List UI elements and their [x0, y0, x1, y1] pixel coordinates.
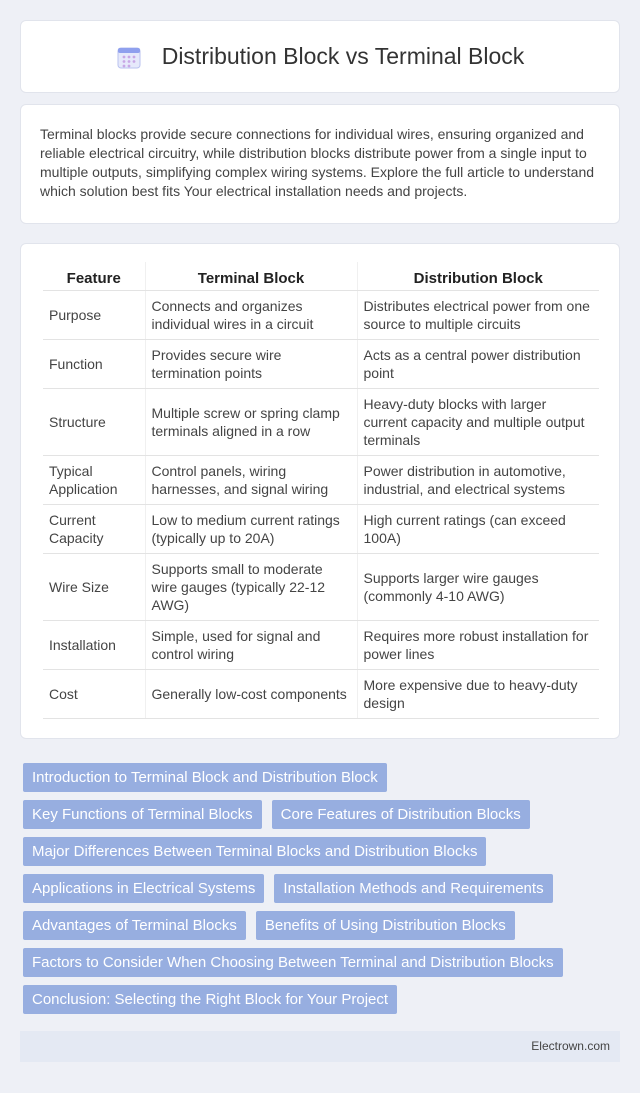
- footer: [20, 1031, 620, 1062]
- topic-row: [23, 763, 623, 800]
- topic-row: [23, 948, 623, 985]
- topic-row: [23, 985, 623, 1022]
- row-distribution: Requires more robust installation for power lines: [357, 620, 599, 669]
- topic-row: [23, 837, 623, 874]
- row-feature: Function: [43, 339, 145, 388]
- row-distribution: Supports larger wire gauges (commonly 4-10 AWG): [357, 553, 599, 620]
- row-distribution: Heavy-duty blocks with larger current capacity and multiple output terminals: [357, 388, 599, 455]
- table-row: [43, 620, 599, 669]
- topic-row: [23, 911, 623, 948]
- topic-link[interactable]: Core Features of Distribution Blocks: [272, 800, 530, 829]
- topic-link[interactable]: Conclusion: Selecting the Right Block for Your Project: [23, 985, 397, 1014]
- row-feature: Purpose: [43, 290, 145, 339]
- row-terminal: Provides secure wire termination points: [145, 339, 357, 388]
- topic-link[interactable]: Introduction to Terminal Block and Distribution Block: [23, 763, 387, 792]
- topic-link[interactable]: Installation Methods and Requirements: [274, 874, 552, 903]
- row-distribution: Distributes electrical power from one source to multiple circuits: [357, 290, 599, 339]
- topic-link[interactable]: Applications in Electrical Systems: [23, 874, 264, 903]
- table-row: [43, 339, 599, 388]
- row-terminal: Simple, used for signal and control wiring: [145, 620, 357, 669]
- footer-site-name: Electrown.com: [531, 1039, 610, 1053]
- comparison-table: [43, 262, 599, 719]
- intro-card: [20, 104, 620, 224]
- row-terminal: Supports small to moderate wire gauges (typically 22-12 AWG): [145, 553, 357, 620]
- intro-text: Terminal blocks provide secure connections for individual wires, ensuring organized and reliable electrical circuitry, while distribution blocks distribute power from a single input to multiple outputs, simplifying complex wiring systems. Explore the full article to understand which solution best fits Your electrical installation needs and projects.: [40, 126, 595, 199]
- row-feature: Typical Application: [43, 455, 145, 504]
- comparison-table-card: [20, 243, 620, 739]
- table-row: [43, 669, 599, 718]
- header-distribution-block: Distribution Block: [357, 262, 599, 290]
- header-feature: Feature: [43, 262, 145, 290]
- table-row: [43, 455, 599, 504]
- title-card: [20, 20, 620, 93]
- row-feature: Current Capacity: [43, 504, 145, 553]
- table-row: [43, 388, 599, 455]
- topic-link[interactable]: Factors to Consider When Choosing Between Terminal and Distribution Blocks: [23, 948, 563, 977]
- table-row: [43, 290, 599, 339]
- topic-link[interactable]: Major Differences Between Terminal Blocks and Distribution Blocks: [23, 837, 486, 866]
- page-title: Distribution Block vs Terminal Block: [161, 43, 525, 69]
- table-row: [43, 553, 599, 620]
- row-terminal: Multiple screw or spring clamp terminals aligned in a row: [145, 388, 357, 455]
- row-distribution: Power distribution in automotive, industrial, and electrical systems: [357, 455, 599, 504]
- header-terminal-block: Terminal Block: [145, 262, 357, 290]
- topic-links: [23, 763, 623, 1022]
- topic-link[interactable]: Advantages of Terminal Blocks: [23, 911, 246, 940]
- row-distribution: High current ratings (can exceed 100A): [357, 504, 599, 553]
- table-row: [43, 504, 599, 553]
- row-terminal: Control panels, wiring harnesses, and signal wiring: [145, 455, 357, 504]
- row-terminal: Generally low-cost components: [145, 669, 357, 718]
- row-feature: Cost: [43, 669, 145, 718]
- row-feature: Installation: [43, 620, 145, 669]
- row-terminal: Connects and organizes individual wires in a circuit: [145, 290, 357, 339]
- topic-link[interactable]: Key Functions of Terminal Blocks: [23, 800, 262, 829]
- topic-row: [23, 874, 623, 911]
- row-terminal: Low to medium current ratings (typically up to 20A): [145, 504, 357, 553]
- topic-link[interactable]: Benefits of Using Distribution Blocks: [256, 911, 515, 940]
- table-header-row: [43, 262, 599, 290]
- row-distribution: Acts as a central power distribution point: [357, 339, 599, 388]
- row-feature: Wire Size: [43, 553, 145, 620]
- calendar-icon: [116, 44, 142, 70]
- topic-row: [23, 800, 623, 837]
- row-distribution: More expensive due to heavy-duty design: [357, 669, 599, 718]
- row-feature: Structure: [43, 388, 145, 455]
